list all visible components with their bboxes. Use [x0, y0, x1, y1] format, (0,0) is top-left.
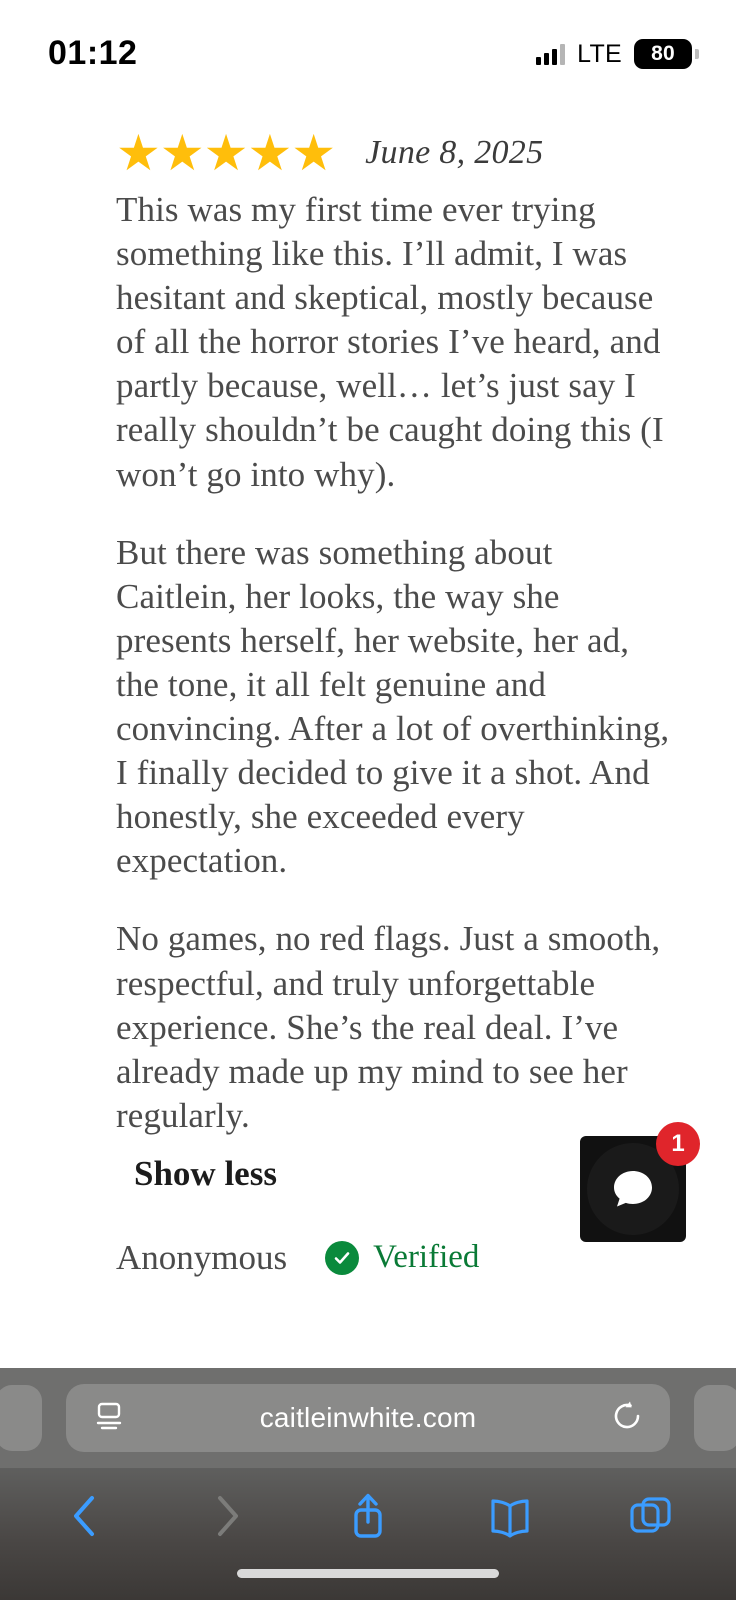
- aa-page-settings-icon[interactable]: [92, 1401, 126, 1436]
- review-footer: [116, 1238, 680, 1278]
- browser-toolbar: [0, 1468, 736, 1600]
- tabs-button[interactable]: [606, 1480, 696, 1552]
- review-header: [116, 125, 680, 181]
- previous-tab-edge[interactable]: [0, 1385, 42, 1451]
- network-type-label: LTE: [577, 39, 622, 68]
- battery-icon: [634, 39, 692, 69]
- status-bar-indicators: [536, 39, 692, 69]
- chat-widget-button[interactable]: [580, 1130, 686, 1242]
- review-author: Anonymous: [116, 1237, 288, 1277]
- review-paragraph: But there was something about Caitlein, her looks, the way she presents herself, her website, her ad, the tone, it all felt genuine and convincing. After a lot of overthinking, I finally decided to give it a shot. And honestly, she exceeded every expectation.: [116, 532, 670, 881]
- url-pill[interactable]: [66, 1384, 670, 1452]
- home-indicator: [237, 1569, 499, 1578]
- star-rating-icon: ★★★★★: [116, 125, 336, 181]
- battery-percent-label: 80: [651, 42, 675, 65]
- reload-icon[interactable]: [610, 1399, 644, 1438]
- chat-unread-badge: 1: [656, 1122, 700, 1166]
- browser-address-bar: [0, 1368, 736, 1468]
- bookmarks-button[interactable]: [465, 1480, 555, 1552]
- review-body: [116, 188, 680, 1138]
- review-paragraph: This was my first time ever trying something like this. I’ll admit, I was hesitant and skeptical, mostly because of all the horror stories I’ve heard, and partly because, well… let’s just say I really shouldn’t be caught doing this (I won’t go into why).: [116, 190, 664, 494]
- verified-label: Verified: [373, 1239, 480, 1276]
- show-less-button[interactable]: Show less: [134, 1153, 277, 1193]
- review-paragraph: No games, no red flags. Just a smooth, respectful, and truly unforgettable experience. She’s the real deal. I’ve already made up my mind to see her regularly.: [116, 919, 661, 1135]
- check-circle-icon: [325, 1241, 359, 1275]
- share-button[interactable]: [323, 1480, 413, 1552]
- forward-button[interactable]: [182, 1480, 272, 1552]
- back-button[interactable]: [40, 1480, 130, 1552]
- url-text[interactable]: caitleinwhite.com: [259, 1402, 477, 1433]
- next-tab-edge[interactable]: [694, 1385, 736, 1451]
- verified-badge-group: [325, 1239, 479, 1276]
- status-bar: [0, 0, 736, 100]
- status-bar-time: 01:12: [48, 33, 138, 72]
- review-date: June 8, 2025: [365, 134, 544, 171]
- cellular-signal-icon: [536, 43, 565, 65]
